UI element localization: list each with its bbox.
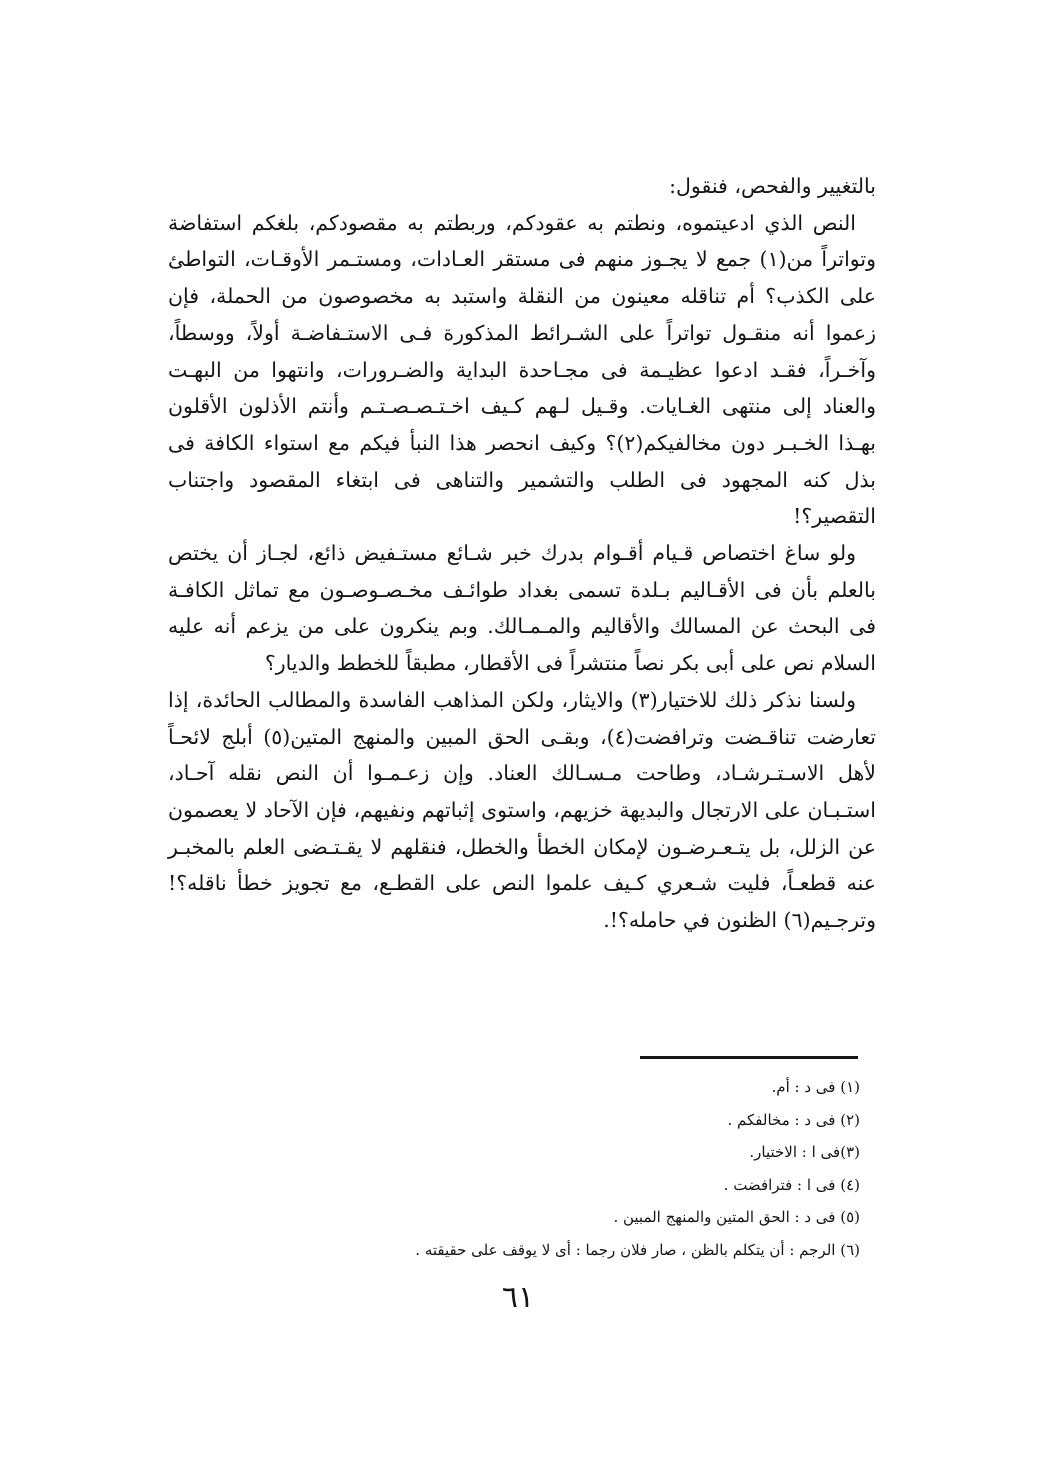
footnote-4: (٤) فى ا : فترافضت . xyxy=(723,1175,860,1194)
paragraph-1: النص الذي ادعيتموه، ونطتم به عقودكم، وربطتم به مقصودكم، بلغكم استفاضة وتواتراً من(١) جمع لا يجـوز منهم فى مستقر العـادات، ومستـمر الأوقـات، التواطئ على الكذب؟ أم تناقله معينون من النقلة واستبد به مخصوصون من الحملة، فإن زعموا أنه منقـول تواتراً على الشـرائط المذكورة فـى الاستـفاضـة أولاً، ووسطاً، وآخـراً، فقـد ادعوا عظيـمة فى مجـاحدة البداية والضـرورات، وانتهوا من البهـت والعناد إلى منتهى الغـايات. وقـيل لـهم كـيف اخـتـصـصـتـم وأنتم الأذلون الأقلون بهـذا الخـبـر دون مخالفيكم(٢)؟ وكيف انحصر هذا النبأ فيكم مع استواء الكافة فى بذل كنه المجهود فى الطلب والتشمير والتناهى فى ابتغاء المقصود واجتناب التقصير؟! xyxy=(168,210,876,529)
main-text xyxy=(168,168,876,939)
footnote-separator xyxy=(640,1056,858,1059)
paragraph-2: ولو ساغ اختصاص قـيام أقـوام بدرك خبر شـائع مستـفيض ذائع، لجـاز أن يختص بالعلم بأن فى الأقـاليم بـلدة تسمى بغداد طوائـف مخـصـوصـون مع تماثل الكافـة فى البحث عن المسالك والأقاليم والمـمـالك. وبم ينكرون على من يزعم أنه عليه السلام نص على أبى بكر نصاً منتشراً فى الأقطار، مطبقاً للخطط والديار؟ xyxy=(168,541,876,676)
footnote-3: (٣)فى ا : الاختيار. xyxy=(749,1143,860,1161)
paragraph-intro: بالتغيير والفحص، فنقول: xyxy=(669,174,876,198)
footnote-6: (٦) الرجم : أن يتكلم بالظن ، صار فلان رجما : أى لا يوقف على حقيقته . xyxy=(415,1240,860,1259)
paragraph-3: ولسنا نذكر ذلك للاختيار(٣) والايثار، ولكن المذاهب الفاسدة والمطالب الحائدة، إذا تعارضت تناقـضت وترافضت(٤)، وبقـى الحق المبين والمنهج المتين(٥) أبلج لائحـاً لأهل الاسـتـرشـاد، وطاحت مـسـالك العناد. وإن زعـمـوا أن النص نقله آحـاد، استـبـان على الارتجال والبديهة خزيهم، واستوى إثباتهم ونفيهم، فإن الآحاد لا يعصمون عن الزلل، بل يتـعـرضـون لإمكان الخطأ والخطل، فنقلهم لا يقـتـضى العلم بالمخبـر عنه قطعـاً، فليت شـعري كـيف علموا النص على القطـع، مع تجويز خطأ ناقله؟! وترجـيم(٦) الظنون في حامله؟!. xyxy=(168,687,876,933)
footnote-5: (٥) فى د : الحق المتين والمنهج المبين . xyxy=(613,1208,860,1226)
footnote-1: (١) فى د : أم. xyxy=(771,1078,860,1096)
footnotes xyxy=(300,1071,860,1266)
footnote-2: (٢) فى د : مخالفكم . xyxy=(727,1110,860,1129)
page-number: ٦١ xyxy=(501,1280,535,1315)
